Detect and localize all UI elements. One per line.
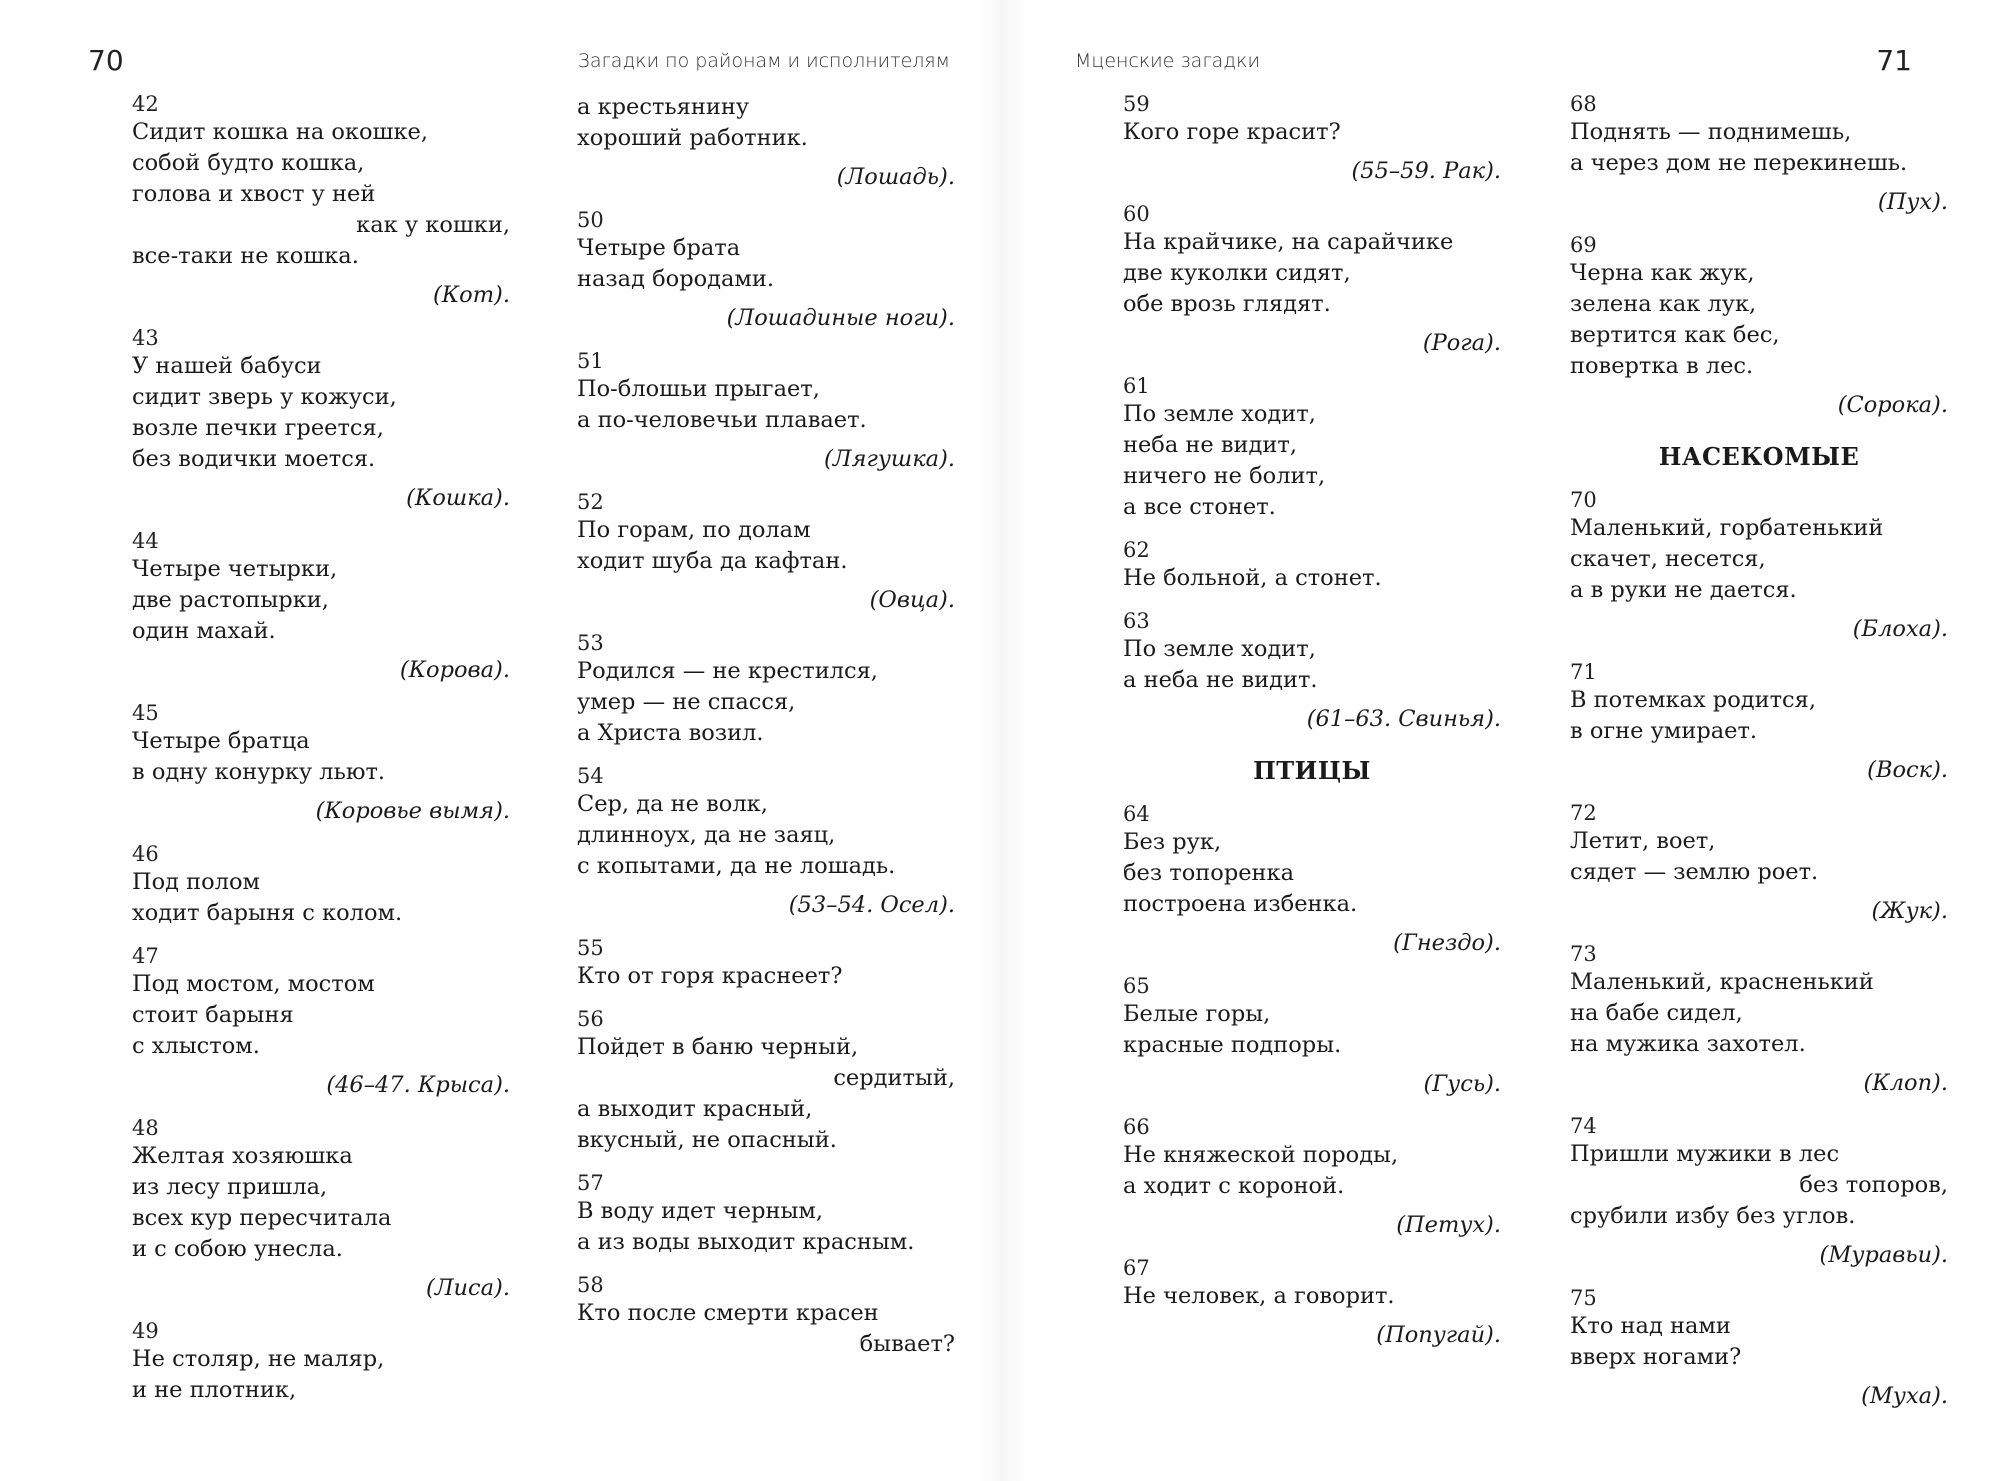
riddle-line: ничего не болит,: [1123, 463, 1326, 489]
section-heading: НАСЕКОМЫЕ: [1658, 442, 1860, 471]
riddle-number: 47: [132, 944, 159, 968]
riddle: [132, 92, 510, 311]
riddle-answer: (Гнездо).: [1393, 930, 1501, 956]
riddle-answer: (Кошка).: [406, 485, 510, 511]
riddle-line: на бабе сидел,: [1570, 1000, 1743, 1026]
riddle-answer: (Попугай).: [1376, 1322, 1501, 1348]
riddle-line: Черна как жук,: [1570, 260, 1755, 286]
riddle: [577, 1007, 955, 1156]
running-head: Мценские загадки: [1075, 50, 1260, 72]
riddle-line: зелена как лук,: [1570, 291, 1757, 317]
riddle-line: назад бородами.: [577, 266, 775, 292]
riddle: [577, 92, 955, 193]
riddle-line: а Христа возил.: [577, 720, 764, 746]
riddle-number: 52: [577, 490, 604, 514]
riddle-line: В воду идет черным,: [577, 1198, 824, 1224]
riddle-line: Пойдет в баню черный,: [577, 1034, 859, 1060]
riddle-answer: (Лиса).: [426, 1275, 510, 1301]
riddle-answer: (Кот).: [432, 282, 510, 308]
riddle: [577, 1171, 955, 1258]
riddle-line: Под мостом, мостом: [132, 971, 375, 997]
riddle: [1123, 374, 1501, 523]
riddle-number: 57: [577, 1171, 604, 1195]
riddle-line: умер — не спасся,: [577, 689, 796, 715]
riddle-number: 48: [132, 1116, 159, 1140]
riddle: [577, 936, 955, 992]
riddle-answer: (Жук).: [1871, 898, 1948, 924]
riddle-line: все-таки не кошка.: [132, 243, 359, 269]
riddle: [1123, 802, 1501, 959]
riddle-line: а выходит красный,: [577, 1096, 813, 1122]
riddle: [577, 208, 955, 334]
riddle: [1570, 660, 1948, 786]
riddle: [1570, 1286, 1948, 1412]
riddle-line: По горам, по долам: [577, 517, 811, 543]
section-heading: ПТИЦЫ: [1253, 756, 1371, 785]
riddle: [1123, 92, 1501, 187]
riddle-line: а из воды выходит красным.: [577, 1229, 915, 1255]
riddle-line: По-блошьи прыгает,: [577, 376, 820, 402]
riddle-line: собой будто кошка,: [132, 150, 365, 176]
riddle-line: а в руки не дается.: [1570, 577, 1797, 603]
riddle-answer: (Блоха).: [1852, 616, 1948, 642]
riddle-number: 44: [132, 529, 159, 553]
riddle-line: всех кур пересчитала: [132, 1205, 392, 1231]
running-head: Загадки по районам и исполнителям: [577, 50, 950, 72]
riddle-line: на мужика захотел.: [1570, 1031, 1806, 1057]
riddle-line: вкусный, не опасный.: [577, 1127, 837, 1153]
riddle-number: 65: [1123, 974, 1150, 998]
riddle-line: без водички моется.: [132, 446, 376, 472]
riddle-line: Родился — не крестился,: [577, 658, 878, 684]
riddle-line: вверх ногами?: [1570, 1344, 1742, 1370]
riddle-number: 72: [1570, 801, 1597, 825]
riddle-line: В потемках родится,: [1570, 687, 1817, 713]
riddle-line: один махай.: [132, 618, 276, 644]
riddle-line: Не княжеской породы,: [1123, 1142, 1399, 1168]
riddle-line: Сер, да не волк,: [577, 791, 768, 817]
riddle: [1570, 1114, 1948, 1271]
riddle-line: построена избенка.: [1123, 891, 1358, 917]
riddle-answer: (Клоп).: [1863, 1070, 1948, 1096]
riddle-number: 75: [1570, 1286, 1597, 1310]
riddle-column: [132, 92, 510, 1421]
riddle-line: Маленький, горбатенький: [1570, 515, 1884, 541]
riddle-number: 49: [132, 1319, 159, 1343]
riddle-column: [1123, 92, 1501, 1366]
riddle-line: длинноух, да не заяц,: [577, 822, 836, 848]
riddle-answer: (53–54. Осел).: [788, 892, 955, 918]
riddle-answer: (Петух).: [1396, 1212, 1501, 1238]
riddle-line: а все стонет.: [1123, 494, 1276, 520]
riddle-number: 68: [1570, 92, 1597, 116]
riddle-line: с копытами, да не лошадь.: [577, 853, 896, 879]
riddle: [577, 490, 955, 616]
riddle-number: 50: [577, 208, 604, 232]
riddle-line: Под полом: [132, 869, 261, 895]
riddle-line: а по-человечьи плавает.: [577, 407, 867, 433]
riddle-line: По земле ходит,: [1123, 401, 1316, 427]
riddle-line: в огне умирает.: [1570, 718, 1758, 744]
riddle-number: 67: [1123, 1256, 1150, 1280]
riddle-answer: (Рога).: [1422, 330, 1501, 356]
riddle-number: 70: [1570, 488, 1597, 512]
riddle: [577, 764, 955, 921]
riddle-line: две куколки сидят,: [1123, 260, 1351, 286]
riddle: [132, 1116, 510, 1304]
riddle-line: а ходит с короной.: [1123, 1173, 1345, 1199]
riddle-line: Четыре четырки,: [132, 556, 338, 582]
riddle: [1123, 1115, 1501, 1241]
riddle-line: без топоров,: [1799, 1172, 1948, 1198]
riddle-number: 66: [1123, 1115, 1150, 1139]
riddle: [1570, 233, 1948, 421]
riddle-line: и не плотник,: [132, 1377, 297, 1403]
riddle-line: и с собою унесла.: [132, 1236, 343, 1262]
riddle-line: красные подпоры.: [1123, 1032, 1342, 1058]
riddle: [132, 701, 510, 827]
riddle: [1123, 609, 1501, 735]
riddle-number: 58: [577, 1273, 604, 1297]
riddle-line: Не больной, а стонет.: [1123, 565, 1382, 591]
riddle-answer: (Гусь).: [1423, 1071, 1501, 1097]
riddle: [132, 842, 510, 929]
riddle-line: сидит зверь у кожуси,: [132, 384, 397, 410]
riddle-line: в одну конурку льют.: [132, 759, 386, 785]
riddle: [1123, 538, 1501, 594]
riddle-line: сердитый,: [833, 1065, 955, 1091]
riddle-line: Летит, воет,: [1570, 828, 1716, 854]
riddle-line: Кто над нами: [1570, 1313, 1731, 1339]
riddle-column: [577, 92, 955, 1375]
riddle-line: Не человек, а говорит.: [1123, 1283, 1395, 1309]
riddle-line: сядет — землю роет.: [1570, 859, 1819, 885]
riddle-line: срубили избу без углов.: [1570, 1203, 1856, 1229]
riddle: [577, 349, 955, 475]
riddle: [132, 944, 510, 1101]
riddle-column: [1570, 92, 1948, 1427]
riddle-line: Кто после смерти красен: [577, 1300, 879, 1326]
riddle-number: 64: [1123, 802, 1150, 826]
page-number: 70: [88, 44, 124, 77]
riddle-line: По земле ходит,: [1123, 636, 1316, 662]
riddle: [1570, 92, 1948, 218]
riddle-answer: (Муха).: [1861, 1383, 1948, 1409]
riddle-number: 63: [1123, 609, 1150, 633]
riddle-number: 73: [1570, 942, 1597, 966]
riddle-answer: (Пух).: [1877, 189, 1948, 215]
riddle-number: 59: [1123, 92, 1150, 116]
riddle-number: 69: [1570, 233, 1597, 257]
riddle-answer: (Сорока).: [1837, 392, 1948, 418]
riddle-number: 71: [1570, 660, 1597, 684]
riddle: [1570, 942, 1948, 1099]
riddle-line: стоит барыня: [132, 1002, 294, 1028]
riddle-line: Пришли мужики в лес: [1570, 1141, 1840, 1167]
riddle-line: Кто от горя краснеет?: [577, 963, 843, 989]
riddle-line: голова и хвост у ней: [132, 181, 376, 207]
riddle-line: две растопырки,: [132, 587, 329, 613]
riddle-line: ходит барыня с колом.: [132, 900, 403, 926]
riddle-line: На крайчике, на сарайчике: [1123, 229, 1454, 255]
riddle-number: 56: [577, 1007, 604, 1031]
riddle-line: как у кошки,: [356, 212, 510, 238]
page-number: 71: [1876, 44, 1912, 77]
riddle-line: хороший работник.: [577, 125, 808, 151]
riddle: [1123, 1256, 1501, 1351]
riddle-answer: (46–47. Крыса).: [326, 1072, 510, 1098]
riddle-line: Маленький, красненький: [1570, 969, 1874, 995]
riddle-line: неба не видит,: [1123, 432, 1298, 458]
riddle-line: Сидит кошка на окошке,: [132, 119, 428, 145]
riddle-answer: (Лошадь).: [836, 164, 955, 190]
riddle-answer: (Воск).: [1867, 757, 1948, 783]
riddle-number: 53: [577, 631, 604, 655]
riddle: [1123, 974, 1501, 1100]
riddle: [1123, 202, 1501, 359]
riddle-line: Не столяр, не маляр,: [132, 1346, 385, 1372]
riddle-number: 42: [132, 92, 159, 116]
riddle-answer: (Корова).: [399, 657, 510, 683]
riddle-number: 60: [1123, 202, 1150, 226]
riddle-line: с хлыстом.: [132, 1033, 260, 1059]
riddle-number: 55: [577, 936, 604, 960]
riddle-answer: (Коровье вымя).: [315, 798, 510, 824]
riddle-line: Четыре братца: [132, 728, 310, 754]
riddle-line: из лесу пришла,: [132, 1174, 328, 1200]
riddle: [1570, 801, 1948, 927]
riddle-number: 61: [1123, 374, 1150, 398]
riddle-line: скачет, несется,: [1570, 546, 1766, 572]
riddle-line: Четыре брата: [577, 235, 741, 261]
riddle: [132, 529, 510, 686]
riddle-line: ходит шуба да кафтан.: [577, 548, 848, 574]
riddle-number: 51: [577, 349, 604, 373]
riddle-answer: (Овца).: [869, 587, 955, 613]
riddle-number: 74: [1570, 1114, 1597, 1138]
riddle-line: Поднять — поднимешь,: [1570, 119, 1852, 145]
riddle-line: без топоренка: [1123, 860, 1295, 886]
riddle-line: вертится как бес,: [1570, 322, 1780, 348]
riddle-line: Белые горы,: [1123, 1001, 1271, 1027]
riddle-line: Желтая хозяюшка: [132, 1143, 353, 1169]
riddle-answer: (Лягушка).: [824, 446, 955, 472]
riddle-number: 54: [577, 764, 604, 788]
riddle-line: У нашей бабуси: [132, 353, 322, 379]
riddle-line: а через дом не перекинешь.: [1570, 150, 1908, 176]
riddle-answer: (Муравьи).: [1819, 1242, 1948, 1268]
riddle: [577, 631, 955, 749]
riddle-number: 45: [132, 701, 159, 725]
riddle: [132, 326, 510, 514]
riddle-line: Кого горе красит?: [1123, 119, 1341, 145]
riddle: [1570, 488, 1948, 645]
riddle-answer: (Лошадиные ноги).: [726, 305, 955, 331]
riddle-number: 43: [132, 326, 159, 350]
riddle-answer: (55–59. Рак).: [1351, 158, 1501, 184]
riddle-answer: (61–63. Свинья).: [1306, 706, 1501, 732]
riddle-line: а крестьянину: [577, 94, 750, 120]
riddle-line: Без рук,: [1123, 829, 1222, 855]
riddle: [132, 1319, 510, 1406]
riddle-line: бывает?: [859, 1331, 955, 1357]
riddle-number: 46: [132, 842, 159, 866]
riddle-line: повертка в лес.: [1570, 353, 1754, 379]
riddle-line: возле печки греется,: [132, 415, 384, 441]
riddle-number: 62: [1123, 538, 1150, 562]
riddle: [577, 1273, 955, 1360]
riddle-line: а неба не видит.: [1123, 667, 1318, 693]
right-page: [1000, 0, 2000, 1481]
riddle-line: обе врозь глядят.: [1123, 291, 1331, 317]
